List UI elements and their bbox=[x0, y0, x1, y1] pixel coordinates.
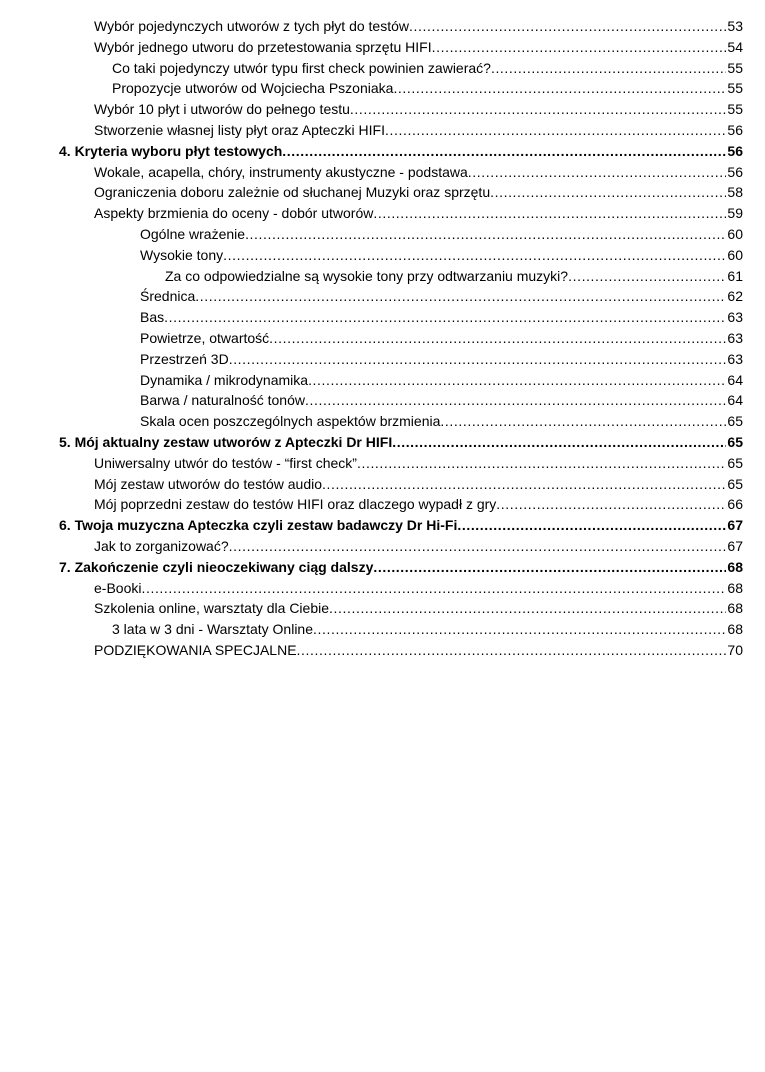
toc-leader-dots bbox=[373, 203, 726, 224]
toc-page-number: 67 bbox=[727, 537, 743, 554]
toc-leader-dots bbox=[385, 120, 726, 141]
toc-page-number: 66 bbox=[727, 496, 743, 513]
toc-leader-dots bbox=[357, 453, 726, 474]
toc-entry[interactable] bbox=[0, 515, 743, 536]
toc-page-number: 65 bbox=[727, 413, 743, 430]
toc-entry-label: Uniwersalny utwór do testów - “first check” bbox=[94, 454, 357, 471]
toc-entry[interactable] bbox=[0, 266, 743, 287]
toc-entry[interactable] bbox=[0, 557, 743, 578]
toc-entry[interactable] bbox=[0, 245, 743, 266]
toc-page-number: 56 bbox=[727, 142, 743, 159]
toc-page-number: 65 bbox=[727, 433, 743, 450]
toc-entry-label: Mój poprzedni zestaw do testów HIFI oraz dlaczego wypadł z gry bbox=[94, 496, 497, 513]
toc-leader-dots bbox=[195, 286, 726, 307]
toc-page-number: 60 bbox=[727, 225, 743, 242]
toc-entry-label: Barwa / naturalność tonów bbox=[140, 392, 305, 409]
toc-entry[interactable] bbox=[0, 286, 743, 307]
toc-entry[interactable] bbox=[0, 453, 743, 474]
toc-leader-dots bbox=[229, 349, 727, 370]
toc-page-number: 65 bbox=[727, 475, 743, 492]
toc-entry-label: e-Booki bbox=[94, 579, 142, 596]
toc-entry-label: Wybór 10 płyt i utworów do pełnego testu bbox=[94, 101, 350, 118]
toc-entry[interactable] bbox=[0, 619, 743, 640]
toc-entry[interactable] bbox=[0, 78, 743, 99]
toc-page-number: 56 bbox=[727, 121, 743, 138]
toc-page-number: 58 bbox=[727, 184, 743, 201]
toc-leader-dots bbox=[468, 162, 727, 183]
toc-entry-label: 4. Kryteria wyboru płyt testowych bbox=[59, 142, 283, 159]
toc-leader-dots bbox=[490, 182, 726, 203]
toc-entry-label: Wybór jednego utworu do przetestowania sprzętu HIFI bbox=[94, 38, 432, 55]
toc-leader-dots bbox=[313, 619, 726, 640]
toc-leader-dots bbox=[297, 640, 727, 661]
toc-entry-label: Za co odpowiedzialne są wysokie tony przy odtwarzaniu muzyki? bbox=[165, 267, 569, 284]
toc-entry[interactable] bbox=[0, 58, 743, 79]
toc-entry[interactable] bbox=[0, 120, 743, 141]
toc-page-number: 68 bbox=[727, 621, 743, 638]
toc-leader-dots bbox=[457, 515, 726, 536]
toc-entry-label: Wysokie tony bbox=[140, 246, 224, 263]
toc-page-number: 70 bbox=[727, 641, 743, 658]
toc-leader-dots bbox=[245, 224, 726, 245]
toc-entry-label: Bas bbox=[140, 309, 165, 326]
toc-page-number: 59 bbox=[727, 205, 743, 222]
toc-leader-dots bbox=[305, 390, 726, 411]
toc-entry[interactable] bbox=[0, 370, 743, 391]
toc-page-number: 61 bbox=[727, 267, 743, 284]
toc-leader-dots bbox=[329, 598, 726, 619]
toc-page-number: 68 bbox=[727, 579, 743, 596]
toc-page-number: 67 bbox=[727, 517, 743, 534]
toc-entry-label: Przestrzeń 3D bbox=[140, 350, 229, 367]
toc-entry[interactable] bbox=[0, 494, 743, 515]
toc-leader-dots bbox=[141, 578, 726, 599]
toc-entry[interactable] bbox=[0, 224, 743, 245]
toc-page-number: 55 bbox=[727, 101, 743, 118]
toc-entry-label: Ograniczenia doboru zależnie od słuchanej Muzyki oraz sprzętu bbox=[94, 184, 491, 201]
toc-entry-label: 3 lata w 3 dni - Warsztaty Online bbox=[112, 621, 314, 638]
toc-entry[interactable] bbox=[0, 162, 743, 183]
toc-leader-dots bbox=[392, 432, 726, 453]
toc-entry-label: Szkolenia online, warsztaty dla Ciebie bbox=[94, 600, 330, 617]
toc-leader-dots bbox=[496, 494, 726, 515]
toc-entry-label: Aspekty brzmienia do oceny - dobór utworów bbox=[94, 205, 374, 222]
toc-page-number: 53 bbox=[727, 18, 743, 34]
toc-page-number: 68 bbox=[727, 600, 743, 617]
toc-entry-label: PODZIĘKOWANIA SPECJALNE bbox=[94, 641, 297, 658]
toc-page-number: 63 bbox=[727, 350, 743, 367]
toc-entry-label: Skala ocen poszczególnych aspektów brzmienia bbox=[140, 413, 441, 430]
toc-entry-label: Powietrze, otwartość bbox=[140, 329, 270, 346]
toc-entry-label: 5. Mój aktualny zestaw utworów z Apteczki Dr HIFI bbox=[59, 433, 393, 450]
toc-entry[interactable] bbox=[0, 349, 743, 370]
toc-entry-label: Mój zestaw utworów do testów audio bbox=[94, 475, 322, 492]
toc-entry-label: Propozycje utworów od Wojciecha Pszoniaka bbox=[112, 80, 394, 97]
toc-entry-label: 7. Zakończenie czyli nieoczekiwany ciąg dalszy bbox=[59, 558, 374, 575]
toc-leader-dots bbox=[373, 557, 726, 578]
toc-entry[interactable] bbox=[0, 203, 743, 224]
toc-leader-dots bbox=[229, 536, 727, 557]
toc-entry[interactable] bbox=[0, 37, 743, 58]
toc-leader-dots bbox=[491, 58, 726, 79]
toc-leader-dots bbox=[164, 307, 726, 328]
toc-entry-label: Ogólne wrażenie bbox=[140, 225, 246, 242]
toc-page-number: 60 bbox=[727, 246, 743, 263]
toc-entry-label: Jak to zorganizować? bbox=[94, 537, 229, 554]
toc-entry-label: Co taki pojedynczy utwór typu first check powinien zawierać? bbox=[112, 59, 491, 76]
toc-entry[interactable] bbox=[0, 390, 743, 411]
table-of-contents bbox=[0, 16, 743, 661]
toc-page-number: 63 bbox=[727, 329, 743, 346]
toc-leader-dots bbox=[282, 141, 726, 162]
toc-entry-label: 6. Twoja muzyczna Apteczka czyli zestaw badawczy Dr Hi-Fi bbox=[59, 517, 458, 534]
toc-entry-label: Wokale, acapella, chóry, instrumenty akustyczne - podstawa bbox=[94, 163, 468, 180]
toc-entry[interactable] bbox=[0, 411, 743, 432]
toc-entry-label: Dynamika / mikrodynamika bbox=[140, 371, 309, 388]
toc-page-number: 55 bbox=[727, 80, 743, 97]
toc-entry[interactable] bbox=[0, 182, 743, 203]
toc-leader-dots bbox=[568, 266, 726, 287]
toc-entry[interactable] bbox=[0, 598, 743, 619]
toc-leader-dots bbox=[432, 37, 727, 58]
toc-entry[interactable] bbox=[0, 307, 743, 328]
toc-page-number: 55 bbox=[727, 59, 743, 76]
toc-entry[interactable] bbox=[0, 328, 743, 349]
toc-entry[interactable] bbox=[0, 432, 743, 453]
toc-page-number: 54 bbox=[727, 38, 743, 55]
toc-entry[interactable] bbox=[0, 536, 743, 557]
toc-entry[interactable] bbox=[0, 474, 743, 495]
toc-leader-dots bbox=[322, 474, 726, 495]
toc-page-number: 64 bbox=[727, 392, 743, 409]
toc-entry-label: Stworzenie własnej listy płyt oraz Apteczki HIFI bbox=[94, 121, 385, 138]
toc-leader-dots bbox=[223, 245, 726, 266]
toc-leader-dots bbox=[269, 328, 726, 349]
toc-page-number: 64 bbox=[727, 371, 743, 388]
toc-leader-dots bbox=[350, 99, 727, 120]
toc-leader-dots bbox=[393, 78, 726, 99]
toc-page-number: 63 bbox=[727, 309, 743, 326]
toc-entry[interactable] bbox=[0, 16, 743, 37]
toc-entry[interactable] bbox=[0, 578, 743, 599]
toc-page-number: 62 bbox=[727, 288, 743, 305]
toc-entry-label: Wybór pojedynczych utworów z tych płyt do testów bbox=[94, 18, 410, 34]
toc-entry[interactable] bbox=[0, 141, 743, 162]
toc-leader-dots bbox=[440, 411, 726, 432]
toc-page-number: 68 bbox=[727, 558, 743, 575]
toc-entry-label: Średnica bbox=[140, 288, 196, 305]
toc-page-number: 65 bbox=[727, 454, 743, 471]
toc-leader-dots bbox=[308, 370, 726, 391]
toc-entry[interactable] bbox=[0, 640, 743, 661]
toc-leader-dots bbox=[409, 16, 726, 37]
toc-page-number: 56 bbox=[727, 163, 743, 180]
toc-entry[interactable] bbox=[0, 99, 743, 120]
